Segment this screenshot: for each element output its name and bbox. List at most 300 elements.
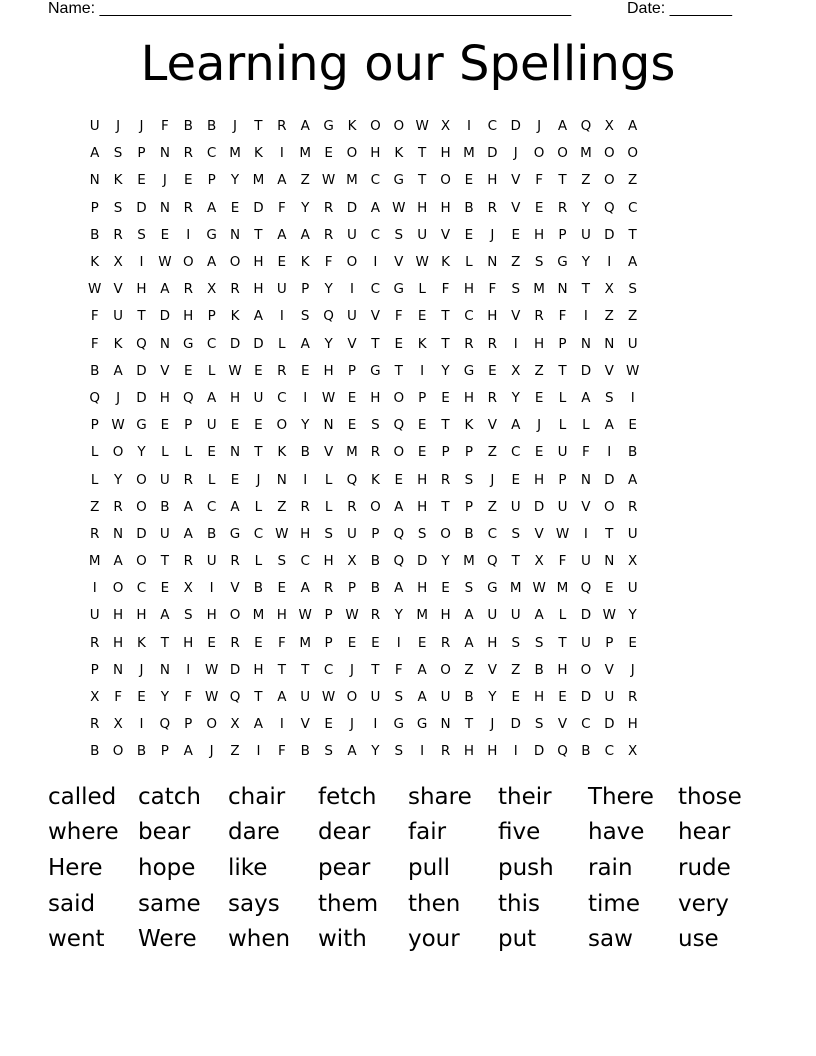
grid-letter[interactable]: O (580, 661, 592, 678)
grid-letter[interactable]: B (90, 362, 100, 379)
grid-letter[interactable]: A (90, 145, 100, 162)
grid-letter[interactable]: E (160, 580, 170, 597)
grid-letter[interactable]: A (207, 199, 217, 216)
grid-letter[interactable]: D (253, 199, 264, 216)
grid-letter[interactable]: I (139, 254, 144, 271)
grid-letter[interactable]: P (418, 389, 427, 406)
grid-letter[interactable]: U (510, 498, 521, 515)
grid-letter[interactable]: I (420, 743, 425, 760)
grid-letter[interactable]: H (440, 607, 451, 624)
grid-letter[interactable]: W (555, 525, 570, 542)
grid-letter[interactable]: O (136, 471, 147, 488)
grid-letter[interactable]: L (207, 362, 216, 379)
grid-letter[interactable]: O (603, 145, 615, 162)
grid-letter[interactable]: P (184, 716, 193, 733)
grid-letter[interactable]: U (89, 607, 100, 624)
grid-letter[interactable]: E (488, 362, 497, 379)
grid-letter[interactable]: N (440, 716, 451, 733)
grid-letter[interactable]: E (441, 580, 450, 597)
grid-letter[interactable]: H (113, 634, 124, 651)
grid-letter[interactable]: M (88, 553, 101, 570)
grid-letter[interactable]: S (511, 634, 521, 651)
grid-letter[interactable]: R (230, 281, 240, 298)
grid-letter[interactable]: G (416, 716, 428, 733)
grid-letter[interactable]: F (160, 118, 169, 135)
grid-letter[interactable]: S (534, 716, 544, 733)
grid-letter[interactable]: I (279, 145, 284, 162)
grid-letter[interactable]: P (90, 661, 99, 678)
grid-letter[interactable]: O (136, 498, 147, 515)
grid-letter[interactable]: E (605, 580, 614, 597)
grid-letter[interactable]: O (370, 498, 381, 515)
grid-letter[interactable]: K (417, 335, 427, 352)
grid-letter[interactable]: F (277, 199, 286, 216)
grid-letter[interactable]: Q (487, 553, 498, 570)
grid-letter[interactable]: A (417, 661, 427, 678)
grid-letter[interactable]: E (417, 417, 427, 434)
grid-letter[interactable]: E (277, 580, 287, 597)
grid-letter[interactable]: C (604, 743, 614, 760)
grid-letter[interactable]: O (136, 553, 147, 570)
grid-letter[interactable]: A (207, 389, 217, 406)
grid-letter[interactable]: Z (464, 661, 474, 678)
grid-letter[interactable]: U (627, 525, 638, 542)
grid-letter[interactable]: X (604, 118, 614, 135)
grid-letter[interactable]: M (252, 172, 265, 189)
grid-letter[interactable]: R (440, 471, 451, 488)
grid-letter[interactable]: V (557, 716, 568, 733)
grid-letter[interactable]: X (347, 553, 357, 570)
grid-letter[interactable]: H (323, 362, 334, 379)
grid-letter[interactable]: D (604, 226, 615, 243)
grid-letter[interactable]: V (534, 525, 544, 542)
grid-letter[interactable]: T (581, 281, 591, 298)
grid-letter[interactable]: Z (90, 498, 100, 515)
grid-letter[interactable]: Y (488, 689, 497, 706)
grid-letter[interactable]: L (465, 254, 473, 271)
grid-letter[interactable]: F (488, 281, 497, 298)
grid-letter[interactable]: M (556, 580, 569, 597)
grid-letter[interactable]: A (464, 607, 474, 624)
grid-letter[interactable]: M (252, 607, 265, 624)
grid-letter[interactable]: H (487, 308, 498, 325)
grid-letter[interactable]: I (396, 634, 401, 651)
grid-letter[interactable]: U (487, 607, 498, 624)
grid-letter[interactable]: J (537, 118, 542, 135)
grid-letter[interactable]: Y (160, 689, 169, 706)
grid-letter[interactable]: M (580, 145, 592, 162)
grid-letter[interactable]: P (90, 199, 99, 216)
grid-letter[interactable]: S (113, 145, 123, 162)
grid-letter[interactable]: E (417, 308, 427, 325)
grid-letter[interactable]: U (557, 498, 568, 515)
grid-letter[interactable]: S (324, 743, 333, 760)
grid-letter[interactable]: R (113, 498, 123, 515)
grid-letter[interactable]: B (300, 444, 310, 461)
grid-letter[interactable]: A (300, 226, 310, 243)
grid-letter[interactable]: N (229, 226, 241, 243)
grid-letter[interactable]: B (207, 525, 217, 542)
grid-letter[interactable]: W (204, 689, 219, 706)
grid-letter[interactable]: L (207, 471, 216, 488)
grid-letter[interactable]: S (183, 607, 193, 624)
grid-letter[interactable]: H (534, 226, 545, 243)
grid-letter[interactable]: B (300, 743, 310, 760)
grid-letter[interactable]: S (464, 580, 474, 597)
grid-letter[interactable]: K (277, 444, 287, 461)
grid-letter[interactable]: Q (89, 389, 101, 406)
grid-letter[interactable]: T (254, 118, 263, 135)
grid-letter[interactable]: P (464, 498, 474, 515)
grid-letter[interactable]: V (511, 308, 521, 325)
grid-letter[interactable]: R (627, 498, 638, 515)
grid-letter[interactable]: Y (301, 199, 310, 216)
grid-letter[interactable]: G (206, 226, 217, 243)
grid-letter[interactable]: L (254, 553, 263, 570)
grid-letter[interactable]: F (535, 172, 543, 189)
grid-letter[interactable]: U (604, 689, 615, 706)
grid-letter[interactable]: D (604, 471, 615, 488)
grid-letter[interactable]: J (537, 417, 542, 434)
grid-letter[interactable]: R (627, 689, 638, 706)
grid-letter[interactable]: J (630, 661, 635, 678)
grid-letter[interactable]: H (113, 607, 124, 624)
grid-letter[interactable]: Q (182, 389, 194, 406)
grid-letter[interactable]: W (602, 607, 616, 624)
grid-letter[interactable]: E (347, 634, 357, 651)
grid-letter[interactable]: P (464, 444, 474, 461)
grid-letter[interactable]: J (139, 661, 144, 678)
grid-letter[interactable]: R (183, 199, 193, 216)
grid-letter[interactable]: C (487, 525, 498, 542)
grid-letter[interactable]: P (301, 281, 310, 298)
grid-letter[interactable]: B (90, 743, 100, 760)
grid-letter[interactable]: D (229, 661, 241, 678)
grid-letter[interactable]: X (628, 553, 638, 570)
grid-letter[interactable]: G (393, 172, 404, 189)
grid-letter[interactable]: G (393, 716, 404, 733)
grid-letter[interactable]: E (137, 689, 146, 706)
grid-letter[interactable]: C (581, 716, 591, 733)
grid-letter[interactable]: F (582, 444, 590, 461)
grid-letter[interactable]: N (159, 661, 170, 678)
grid-letter[interactable]: U (206, 553, 217, 570)
grid-letter[interactable]: F (558, 308, 567, 325)
grid-letter[interactable]: O (557, 145, 568, 162)
grid-letter[interactable]: J (116, 389, 121, 406)
grid-letter[interactable]: Z (628, 308, 638, 325)
grid-letter[interactable]: B (464, 689, 474, 706)
grid-letter[interactable]: B (160, 498, 170, 515)
grid-letter[interactable]: U (370, 689, 381, 706)
grid-letter[interactable]: Z (277, 498, 287, 515)
grid-letter[interactable]: C (464, 308, 474, 325)
grid-letter[interactable]: E (183, 172, 193, 189)
grid-letter[interactable]: A (160, 281, 170, 298)
grid-letter[interactable]: S (511, 525, 521, 542)
grid-letter[interactable]: H (417, 199, 428, 216)
grid-letter[interactable]: V (370, 308, 380, 325)
grid-letter[interactable]: E (254, 362, 263, 379)
grid-letter[interactable]: A (417, 689, 427, 706)
grid-letter[interactable]: E (417, 444, 427, 461)
grid-letter[interactable]: H (557, 661, 568, 678)
grid-letter[interactable]: R (183, 145, 193, 162)
grid-letter[interactable]: U (510, 607, 521, 624)
grid-letter[interactable]: U (440, 689, 451, 706)
grid-letter[interactable]: N (604, 553, 615, 570)
name-field[interactable]: Name: _____________________________________________________ (48, 0, 572, 17)
grid-letter[interactable]: M (416, 607, 428, 624)
grid-letter[interactable]: R (323, 580, 334, 597)
grid-letter[interactable]: M (533, 281, 545, 298)
grid-letter[interactable]: U (580, 226, 591, 243)
grid-letter[interactable]: L (254, 498, 263, 515)
grid-letter[interactable]: H (370, 389, 381, 406)
grid-letter[interactable]: J (256, 471, 261, 488)
grid-letter[interactable]: V (487, 661, 497, 678)
grid-letter[interactable]: X (207, 281, 217, 298)
grid-letter[interactable]: E (347, 417, 357, 434)
grid-letter[interactable]: C (370, 281, 381, 298)
grid-letter[interactable]: G (183, 335, 194, 352)
grid-letter[interactable]: R (183, 471, 193, 488)
grid-letter[interactable]: S (394, 743, 404, 760)
grid-letter[interactable]: D (510, 118, 521, 135)
grid-letter[interactable]: P (324, 607, 333, 624)
grid-letter[interactable]: N (89, 172, 100, 189)
grid-letter[interactable]: Z (300, 172, 310, 189)
grid-letter[interactable]: J (162, 172, 167, 189)
grid-letter[interactable]: K (90, 254, 100, 271)
grid-letter[interactable]: R (183, 553, 193, 570)
grid-letter[interactable]: Z (628, 172, 638, 189)
grid-letter[interactable]: A (113, 362, 123, 379)
grid-letter[interactable]: R (464, 335, 474, 352)
grid-letter[interactable]: E (277, 254, 287, 271)
grid-letter[interactable]: H (323, 553, 334, 570)
grid-letter[interactable]: G (323, 118, 334, 135)
grid-letter[interactable]: C (277, 389, 287, 406)
grid-letter[interactable]: U (627, 580, 638, 597)
grid-letter[interactable]: Q (580, 118, 592, 135)
grid-letter[interactable]: O (440, 525, 451, 542)
grid-letter[interactable]: E (207, 444, 216, 461)
grid-letter[interactable]: A (628, 254, 638, 271)
grid-letter[interactable]: M (346, 172, 358, 189)
grid-letter[interactable]: S (464, 471, 474, 488)
grid-letter[interactable]: I (209, 580, 214, 597)
grid-letter[interactable]: W (204, 661, 219, 678)
grid-letter[interactable]: A (277, 226, 287, 243)
grid-letter[interactable]: J (350, 661, 354, 678)
grid-letter[interactable]: E (511, 471, 520, 488)
grid-letter[interactable]: W (626, 362, 640, 379)
grid-letter[interactable]: E (324, 145, 333, 162)
grid-letter[interactable]: M (346, 444, 358, 461)
grid-letter[interactable]: R (557, 199, 568, 216)
grid-letter[interactable]: N (580, 471, 591, 488)
grid-letter[interactable]: X (90, 689, 100, 706)
grid-letter[interactable]: E (137, 172, 146, 189)
grid-letter[interactable]: E (230, 417, 240, 434)
grid-letter[interactable]: K (464, 417, 474, 434)
grid-letter[interactable]: Q (229, 689, 241, 706)
grid-letter[interactable]: H (229, 389, 241, 406)
grid-letter[interactable]: H (253, 661, 264, 678)
grid-letter[interactable]: O (229, 254, 241, 271)
grid-letter[interactable]: A (347, 743, 357, 760)
grid-letter[interactable]: H (463, 743, 475, 760)
grid-letter[interactable]: C (206, 145, 217, 162)
grid-letter[interactable]: Q (393, 553, 405, 570)
grid-letter[interactable]: N (159, 199, 170, 216)
grid-letter[interactable]: H (463, 389, 475, 406)
grid-letter[interactable]: O (603, 498, 615, 515)
grid-letter[interactable]: K (394, 145, 404, 162)
grid-letter[interactable]: Z (604, 308, 614, 325)
grid-letter[interactable]: T (558, 634, 567, 651)
grid-letter[interactable]: F (441, 281, 450, 298)
grid-letter[interactable]: A (511, 417, 521, 434)
grid-letter[interactable]: H (534, 689, 545, 706)
grid-letter[interactable]: U (580, 634, 591, 651)
grid-letter[interactable]: N (557, 281, 568, 298)
grid-letter[interactable]: I (303, 389, 308, 406)
grid-letter[interactable]: O (112, 580, 124, 597)
grid-letter[interactable]: C (370, 226, 381, 243)
grid-letter[interactable]: T (277, 661, 286, 678)
grid-letter[interactable]: A (230, 498, 240, 515)
grid-letter[interactable]: Z (511, 254, 521, 271)
grid-letter[interactable]: Q (323, 308, 334, 325)
grid-letter[interactable]: E (207, 634, 216, 651)
grid-letter[interactable]: S (417, 525, 427, 542)
grid-letter[interactable]: S (394, 689, 404, 706)
grid-letter[interactable]: O (206, 716, 217, 733)
grid-letter[interactable]: E (511, 226, 520, 243)
grid-letter[interactable]: Y (137, 444, 146, 461)
date-field[interactable]: Date: _______ (627, 0, 732, 17)
grid-letter[interactable]: A (534, 607, 544, 624)
grid-letter[interactable]: X (440, 118, 451, 135)
grid-letter[interactable]: T (160, 553, 169, 570)
grid-letter[interactable]: T (418, 172, 427, 189)
grid-letter[interactable]: D (604, 716, 615, 733)
grid-letter[interactable]: V (604, 661, 614, 678)
grid-letter[interactable]: Q (393, 417, 405, 434)
grid-letter[interactable]: C (627, 199, 638, 216)
grid-letter[interactable]: V (347, 335, 357, 352)
grid-letter[interactable]: C (253, 525, 264, 542)
grid-letter[interactable]: U (347, 226, 357, 243)
grid-letter[interactable]: M (509, 580, 522, 597)
grid-letter[interactable]: J (490, 716, 495, 733)
grid-letter[interactable]: F (114, 689, 122, 706)
grid-letter[interactable]: L (324, 498, 333, 515)
grid-letter[interactable]: C (487, 118, 498, 135)
grid-letter[interactable]: L (278, 335, 286, 352)
grid-letter[interactable]: P (441, 444, 450, 461)
grid-letter[interactable]: I (350, 281, 354, 298)
grid-letter[interactable]: H (300, 525, 311, 542)
grid-letter[interactable]: I (466, 118, 471, 135)
grid-letter[interactable]: D (580, 689, 592, 706)
grid-letter[interactable]: H (370, 145, 381, 162)
grid-letter[interactable]: N (229, 444, 241, 461)
grid-letter[interactable]: J (513, 145, 518, 162)
grid-letter[interactable]: F (324, 254, 333, 271)
grid-letter[interactable]: K (113, 335, 123, 352)
grid-letter[interactable]: W (321, 172, 336, 189)
grid-letter[interactable]: R (90, 716, 100, 733)
grid-letter[interactable]: C (136, 580, 147, 597)
grid-letter[interactable]: D (580, 607, 592, 624)
grid-letter[interactable]: O (346, 254, 358, 271)
grid-letter[interactable]: Y (581, 199, 591, 216)
grid-letter[interactable]: S (394, 226, 404, 243)
grid-letter[interactable]: O (440, 172, 451, 189)
grid-letter[interactable]: D (253, 335, 264, 352)
grid-letter[interactable]: A (183, 525, 193, 542)
grid-letter[interactable]: K (441, 254, 450, 271)
grid-letter[interactable]: I (607, 444, 612, 461)
grid-letter[interactable]: V (160, 362, 170, 379)
grid-letter[interactable]: K (113, 172, 123, 189)
grid-letter[interactable]: E (254, 417, 263, 434)
grid-letter[interactable]: O (603, 172, 615, 189)
grid-letter[interactable]: T (371, 661, 380, 678)
grid-letter[interactable]: P (207, 172, 216, 189)
grid-letter[interactable]: N (113, 661, 124, 678)
grid-letter[interactable]: Y (371, 743, 380, 760)
grid-letter[interactable]: A (628, 471, 638, 488)
grid-letter[interactable]: H (440, 145, 451, 162)
grid-letter[interactable]: T (160, 634, 169, 651)
grid-letter[interactable]: P (137, 145, 146, 162)
grid-letter[interactable]: T (441, 417, 450, 434)
grid-letter[interactable]: Q (603, 199, 615, 216)
grid-letter[interactable]: T (254, 444, 263, 461)
grid-letter[interactable]: Y (511, 389, 520, 406)
grid-letter[interactable]: F (90, 308, 99, 325)
grid-letter[interactable]: O (393, 118, 405, 135)
grid-letter[interactable]: T (394, 362, 403, 379)
grid-letter[interactable]: B (581, 743, 591, 760)
grid-letter[interactable]: X (230, 716, 240, 733)
grid-letter[interactable]: R (323, 226, 334, 243)
grid-letter[interactable]: H (463, 281, 475, 298)
grid-letter[interactable]: A (557, 118, 568, 135)
grid-letter[interactable]: W (111, 417, 125, 434)
grid-letter[interactable]: J (490, 471, 495, 488)
grid-letter[interactable]: Z (534, 362, 544, 379)
grid-letter[interactable]: W (415, 118, 429, 135)
grid-letter[interactable]: B (628, 444, 638, 461)
grid-letter[interactable]: A (207, 254, 217, 271)
grid-letter[interactable]: Z (230, 743, 240, 760)
grid-letter[interactable]: E (511, 689, 520, 706)
grid-letter[interactable]: D (159, 308, 171, 325)
grid-letter[interactable]: B (183, 118, 193, 135)
grid-letter[interactable]: I (139, 716, 144, 733)
grid-letter[interactable]: O (182, 254, 194, 271)
grid-letter[interactable]: O (276, 417, 288, 434)
grid-letter[interactable]: U (557, 444, 568, 461)
grid-letter[interactable]: G (487, 580, 498, 597)
grid-letter[interactable]: G (136, 417, 147, 434)
grid-letter[interactable]: W (228, 362, 242, 379)
